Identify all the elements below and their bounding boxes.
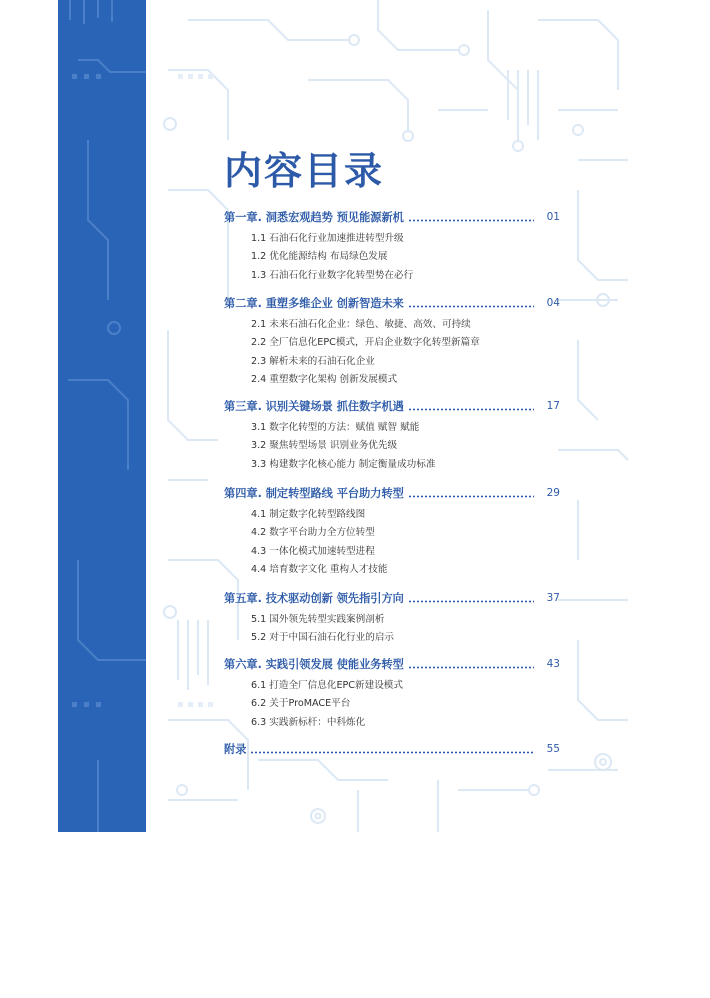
chapter-page-number: 17 [546,400,560,412]
toc-section[interactable]: 5.2 对于中国石油石化行业的启示 [251,632,395,644]
chapter-page-number: 43 [546,658,560,670]
chapter-title: 第四章. 制定转型路线 平台助力转型 [224,487,404,500]
toc-section[interactable]: 4.1 制定数字化转型路线图 [251,509,366,520]
toc-appendix[interactable] [224,740,560,758]
dot-leader [408,408,534,411]
toc-section[interactable]: 1.3 石油石化行业数字化转型势在必行 [251,269,414,281]
toc-section[interactable]: 5.1 国外领先转型实践案例剖析 [251,614,385,625]
chapter-title: 第五章. 技术驱动创新 领先指引方向 [224,592,404,605]
toc-chapter-6[interactable] [224,655,560,673]
chapter-page-number: 04 [546,297,560,309]
toc-section[interactable]: 1.2 优化能源结构 布局绿色发展 [251,251,388,263]
dot-leader [250,751,534,754]
toc-chapter-5[interactable] [224,589,560,607]
appendix-page-number: 55 [546,743,560,755]
dot-leader [408,219,534,222]
toc-section[interactable]: 1.1 石油石化行业加速推进转型升级 [251,233,404,244]
toc-chapter-2[interactable] [224,294,560,312]
toc-section[interactable]: 3.1 数字化转型的方法：赋值 赋智 赋能 [251,422,420,433]
chapter-title: 第三章. 识别关键场景 抓住数字机遇 [224,400,404,413]
toc-section[interactable]: 2.2 全厂信息化EPC模式，开启企业数字化转型新篇章 [251,337,480,349]
toc-section[interactable]: 2.1 未来石油石化企业：绿色、敏捷、高效、可持续 [251,319,471,330]
chapter-title: 第六章. 实践引领发展 使能业务转型 [224,658,404,671]
toc-section[interactable]: 6.1 打造全厂信息化EPC新建设模式 [251,680,403,691]
side-color-bar [58,0,146,832]
toc-chapter-1[interactable] [224,208,560,226]
toc-title: 内容目录 [224,149,385,193]
chapter-page-number: 01 [546,211,560,223]
chapter-title: 第一章. 洞悉宏观趋势 预见能源新机 [224,211,404,224]
toc-section[interactable]: 4.3 一体化模式加速转型进程 [251,545,375,557]
chapter-page-number: 29 [546,487,560,499]
toc-section[interactable]: 2.4 重塑数字化架构 创新发展模式 [251,373,398,385]
toc-section[interactable]: 3.2 聚焦转型场景 识别业务优先级 [251,440,398,452]
chapter-title: 第二章. 重塑多维企业 创新智造未来 [224,297,404,310]
toc-chapter-3[interactable] [224,397,560,415]
bar-circuit-pattern [58,0,146,832]
appendix-title: 附录 [224,743,247,756]
toc-section[interactable]: 4.4 培育数字文化 重构人才技能 [251,563,388,575]
chapter-page-number: 37 [546,592,560,604]
toc-section[interactable]: 3.3 构建数字化核心能力 制定衡量成功标准 [251,458,436,470]
document-page [58,0,638,832]
toc-section[interactable]: 2.3 解析未来的石油石化企业 [251,355,375,367]
dot-leader [408,305,534,308]
toc-chapter-4[interactable] [224,484,560,502]
toc-section[interactable]: 6.2 关于ProMACE平台 [251,698,351,710]
dot-leader [408,666,534,669]
dot-leader [408,600,534,603]
dot-leader [408,495,534,498]
toc-section[interactable]: 4.2 数字平台助力全方位转型 [251,527,375,539]
toc-section[interactable]: 6.3 实践新标杆：中科炼化 [251,716,366,728]
